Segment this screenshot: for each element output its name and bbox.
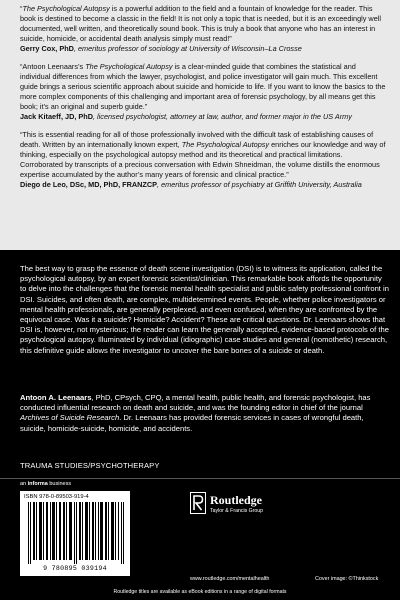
review-kitaeff (20, 62, 387, 122)
barcode-icon (28, 502, 124, 564)
review-body: is a clear-minded guide that combines the statistical and individual differences from which the lawyer, psychologist, and police investigator will gain much. This excellent guide brings a serious scientific approach about suicide and homicide to life. If you want to know the basics to the more complex components of this challenging and important area of forensic psychology, by all means get this book; it’s an original and superb guide.” (20, 62, 386, 111)
review-attribution (20, 180, 387, 190)
publisher-url: www.routledge.com/mentalhealth (190, 576, 270, 582)
ebook-note: Routledge titles are available as eBook editions in a range of digital formats (113, 589, 287, 595)
author-name: Antoon A. Leenaars (20, 393, 92, 402)
review-body: enriches our knowledge and way of thinking, especially on the psychological autopsy method and its theoretical and practical limitations. Corroborated by transcripts of a precious conversation with Edwin Shneidman, the volume distills the enormous expertise accumulated by the author’s many years of forensic and clinical practice.” (20, 140, 386, 179)
reviews-panel (0, 0, 400, 250)
reviewer-name: Gerry Cox, PhD (20, 44, 74, 53)
journal-title: Archives of Suicide Research (20, 413, 120, 423)
isbn-barcode (20, 491, 130, 576)
review-de-leo (20, 130, 387, 190)
review-cox (20, 4, 387, 54)
informa-business-tag (20, 481, 71, 487)
informa-brand: informa (27, 481, 48, 487)
bio-part: . Dr. Leenaars has provided forensic services in cases of wrongful death, suicide, homicide-suicide, homicide, and accidents. (20, 413, 364, 433)
reviewer-role: , emeritus professor of sociology at University of Wisconsin–La Crosse (73, 44, 302, 53)
description-text: The best way to grasp the essence of death scene investigation (DSI) is to witness its application, called the psychological autopsy, by an expert forensic scientist/clinician. This remarkable book affords the opportunity to delve into the challenges that the forensic mental health specialist and public safety professional confront in DSI. Suicides, and often death, are complex, multidetermined events. People, whether police investigators or mental health professionals, are generally perplexed, and even confused, when they are confronted by the equivocal case. Was it a suicide? Homicide? Accident? These are critical questions. Dr. Leenaars shows that DSI is, however, not mysterious; the reader can learn the generally accepted, evidence-based protocols of the psychological autopsy. Illuminated by individual (idiographic) case studies and general (nomothetic) research, this definitive guide allows the investigator to uncover the bare bones of a suicide or death. (20, 264, 389, 355)
bio-part: , PhD, CPsych, CPQ, a mental health, public health, and forensic psychologist, has conducted influential research on death and suicide, and was the founding editor in chief of the journal (20, 393, 371, 413)
isbn-label: ISBN 978-0-89503-919-4 (24, 494, 89, 500)
divider (0, 478, 400, 479)
reviewer-role: , licensed psychologist, attorney at law, author, and former major in the US Army (93, 112, 352, 121)
reviewer-name: Diego de Leo, DSc, MD, PhD, FRANZCP (20, 180, 158, 189)
review-lead: “This is essential reading for all of those professionally involved with the difficult task of establishing causes of death. Written by an internationally known expert, (20, 130, 374, 149)
informa-suffix: business (47, 481, 72, 487)
review-book-title: The Psychological Autopsy (85, 62, 173, 71)
review-text (20, 62, 387, 112)
reviewer-role: , emeritus professor of psychiatry at Griffith University, Australia (157, 180, 362, 189)
informa-prefix: an (20, 481, 28, 487)
author-bio (20, 393, 380, 434)
bio-text (20, 393, 380, 434)
routledge-r-icon (190, 492, 206, 514)
review-attribution (20, 44, 387, 54)
reviewer-name: Jack Kitaeff, JD, PhD (20, 112, 93, 121)
book-description (20, 264, 390, 366)
review-text (20, 4, 387, 44)
subject-category: TRAUMA STUDIES/PSYCHOTHERAPY (20, 461, 160, 470)
review-attribution (20, 112, 387, 122)
barcode-number: 9 780895 039194 (43, 565, 107, 572)
review-lead: “ (20, 4, 23, 13)
publisher-group: Taylor & Francis Group (210, 508, 264, 514)
review-book-title: The Psychological Autopsy (181, 140, 270, 149)
publisher-logo (190, 492, 290, 518)
review-lead: “Antoon Leenaars’s (20, 62, 86, 71)
publisher-name: Routledge (210, 493, 262, 507)
review-text (20, 130, 387, 180)
review-book-title: The Psychological Autopsy (22, 4, 110, 13)
review-body: is a powerful addition to the field and a fountain of knowledge for the reader. This book is destined to become a classic in the field! It is not only a topic that is needed, but it is an exceedingly well documented, well written, and theoretically sound book. This is truly a book that anyone who has an interest in suicide, homicide, or accidental death analysis simply must read!” (20, 4, 381, 43)
cover-image-credit: Cover image: ©Thinkstock (315, 576, 379, 582)
